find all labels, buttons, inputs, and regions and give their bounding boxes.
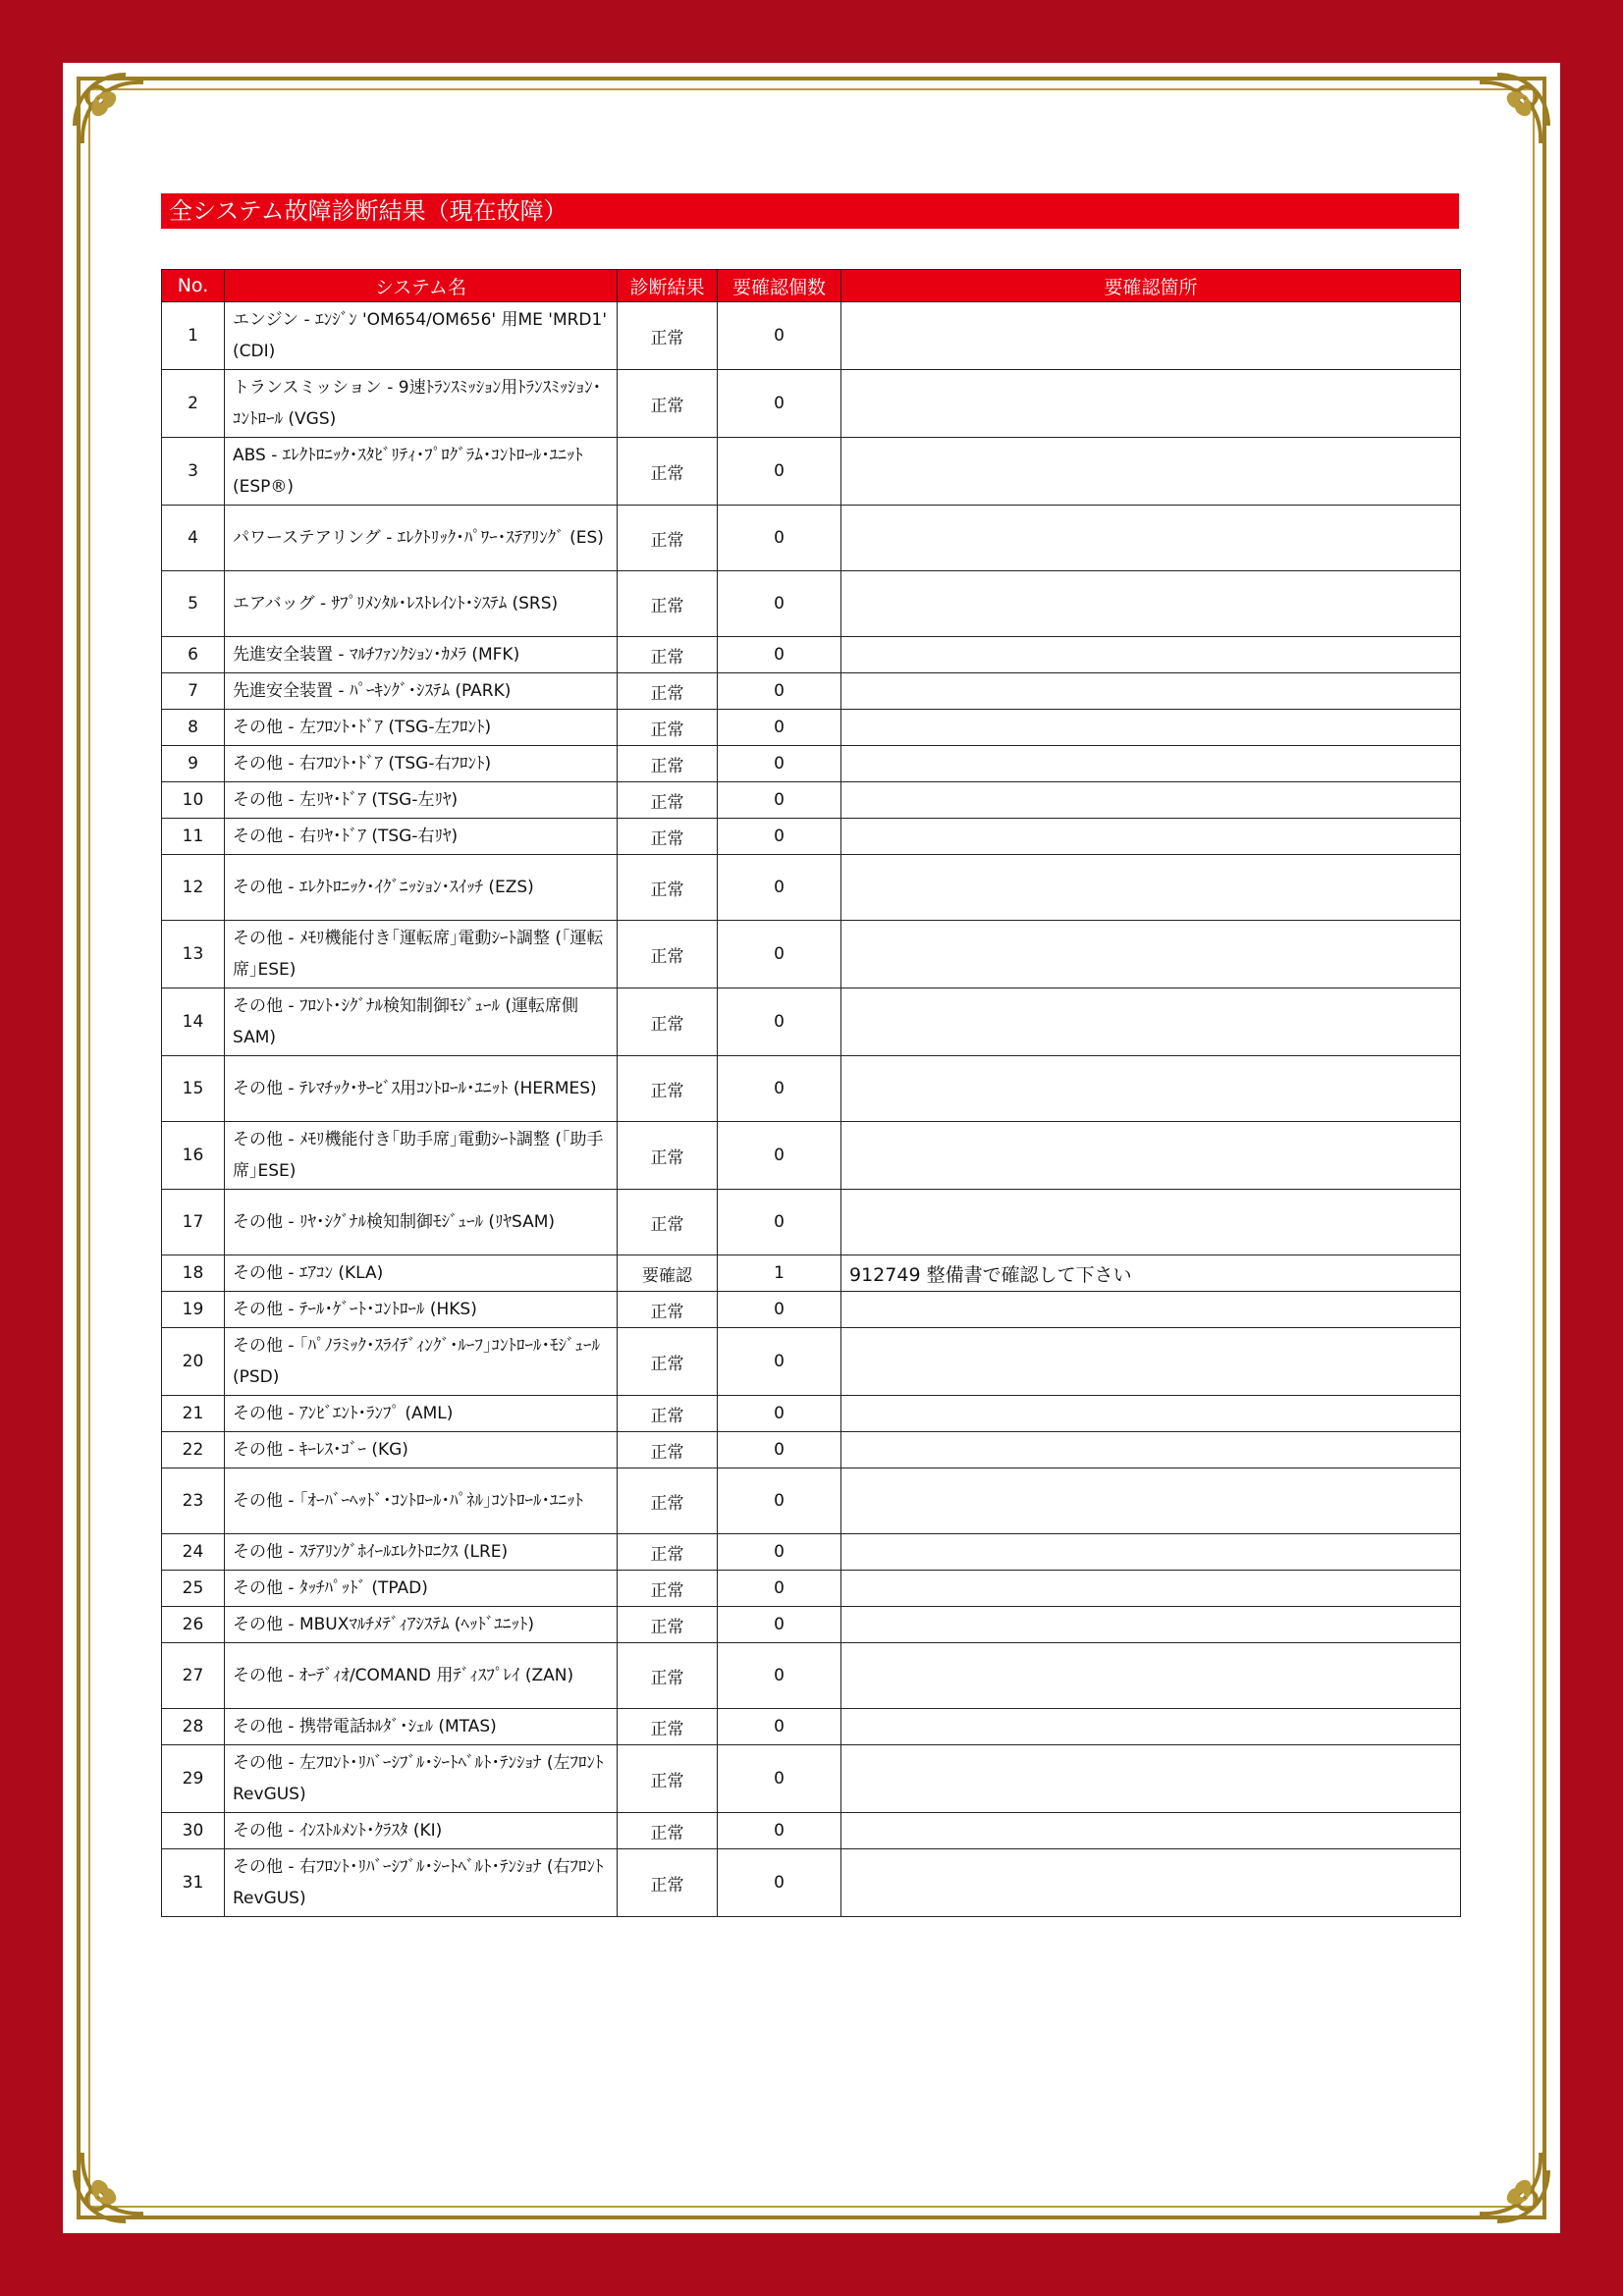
check-count: 0 — [718, 746, 841, 782]
row-number: 27 — [162, 1643, 225, 1709]
diagnosis-result: 正常 — [618, 571, 718, 637]
system-name: その他 - ｴｱｺﾝ (KLA) — [225, 1255, 618, 1292]
system-name: パワーステアリング - ｴﾚｸﾄﾘｯｸ･ﾊﾟﾜｰ･ｽﾃｱﾘﾝｸﾞ (ES) — [225, 506, 618, 571]
check-count: 0 — [718, 673, 841, 710]
table-row — [162, 1190, 1461, 1255]
diagnosis-result: 正常 — [618, 1643, 718, 1709]
table-row — [162, 1849, 1461, 1917]
check-location — [841, 1745, 1461, 1813]
check-count: 0 — [718, 819, 841, 855]
check-count: 0 — [718, 1056, 841, 1122]
table-row — [162, 1328, 1461, 1396]
check-count: 0 — [718, 370, 841, 438]
column-header-system-name: システム名 — [225, 270, 618, 302]
row-number: 2 — [162, 370, 225, 438]
check-count: 0 — [718, 1396, 841, 1432]
check-count: 0 — [718, 1849, 841, 1917]
check-count: 0 — [718, 1607, 841, 1643]
table-row — [162, 855, 1461, 921]
table-row — [162, 637, 1461, 673]
check-location — [841, 921, 1461, 988]
system-name: その他 - 右ﾌﾛﾝﾄ･ﾘﾊﾞｰｼﾌﾞﾙ･ｼｰﾄﾍﾞﾙﾄ･ﾃﾝｼｮﾅ (右ﾌﾛﾝﾄ RevGUS) — [225, 1849, 618, 1917]
diagnosis-result: 正常 — [618, 1534, 718, 1571]
system-name: トランスミッション - 9速ﾄﾗﾝｽﾐｯｼｮﾝ用ﾄﾗﾝｽﾐｯｼｮﾝ･ｺﾝﾄﾛｰﾙ (VGS) — [225, 370, 618, 438]
row-number: 7 — [162, 673, 225, 710]
check-location — [841, 782, 1461, 819]
diagnosis-result: 正常 — [618, 1468, 718, 1534]
diagnosis-result: 正常 — [618, 1328, 718, 1396]
table-row — [162, 921, 1461, 988]
system-name: その他 - 右ﾌﾛﾝﾄ･ﾄﾞｱ (TSG-右ﾌﾛﾝﾄ) — [225, 746, 618, 782]
row-number: 18 — [162, 1255, 225, 1292]
check-location: 912749 整備書で確認して下さい — [841, 1255, 1461, 1292]
check-location — [841, 1813, 1461, 1849]
check-count: 0 — [718, 438, 841, 506]
table-row — [162, 988, 1461, 1056]
diagnosis-result: 正常 — [618, 1745, 718, 1813]
check-location — [841, 571, 1461, 637]
check-location — [841, 1534, 1461, 1571]
table-row — [162, 782, 1461, 819]
diagnosis-result: 正常 — [618, 1813, 718, 1849]
diagnosis-result: 正常 — [618, 1190, 718, 1255]
table-row — [162, 571, 1461, 637]
diagnosis-result: 正常 — [618, 1709, 718, 1745]
check-count: 0 — [718, 1813, 841, 1849]
row-number: 14 — [162, 988, 225, 1056]
row-number: 1 — [162, 302, 225, 370]
check-location — [841, 1849, 1461, 1917]
check-location — [841, 746, 1461, 782]
row-number: 3 — [162, 438, 225, 506]
diagnosis-result: 正常 — [618, 438, 718, 506]
row-number: 6 — [162, 637, 225, 673]
row-number: 13 — [162, 921, 225, 988]
table-row — [162, 1813, 1461, 1849]
system-name: その他 - ｵｰﾃﾞｨｵ/COMAND 用ﾃﾞｨｽﾌﾟﾚｲ (ZAN) — [225, 1643, 618, 1709]
report-sheet — [63, 63, 1560, 2233]
system-name: その他 - ｴﾚｸﾄﾛﾆｯｸ･ｲｸﾞﾆｯｼｮﾝ･ｽｲｯﾁ (EZS) — [225, 855, 618, 921]
column-header-no: No. — [162, 270, 225, 302]
system-name: その他 - 右ﾘﾔ･ﾄﾞｱ (TSG-右ﾘﾔ) — [225, 819, 618, 855]
table-row — [162, 370, 1461, 438]
check-count: 0 — [718, 710, 841, 746]
system-name: その他 - ｷｰﾚｽ･ｺﾞｰ (KG) — [225, 1432, 618, 1468]
row-number: 15 — [162, 1056, 225, 1122]
diagnosis-result: 正常 — [618, 855, 718, 921]
corner-ornament-icon — [1468, 67, 1556, 155]
row-number: 20 — [162, 1328, 225, 1396]
table-row — [162, 438, 1461, 506]
check-count: 0 — [718, 855, 841, 921]
table-row — [162, 1745, 1461, 1813]
diagnosis-result: 正常 — [618, 1607, 718, 1643]
table-row — [162, 1607, 1461, 1643]
diagnosis-result: 正常 — [618, 1432, 718, 1468]
system-name: その他 - ﾀｯﾁﾊﾟｯﾄﾞ (TPAD) — [225, 1571, 618, 1607]
check-count: 0 — [718, 1432, 841, 1468]
check-count: 0 — [718, 1571, 841, 1607]
system-name: その他 - ｽﾃｱﾘﾝｸﾞﾎｲｰﾙｴﾚｸﾄﾛﾆｸｽ (LRE) — [225, 1534, 618, 1571]
check-count: 0 — [718, 571, 841, 637]
diagnosis-result: 正常 — [618, 710, 718, 746]
diagnosis-result: 正常 — [618, 1292, 718, 1328]
check-location — [841, 302, 1461, 370]
row-number: 12 — [162, 855, 225, 921]
check-location — [841, 1396, 1461, 1432]
table-header-row — [162, 270, 1461, 302]
system-name: エアバッグ - ｻﾌﾟﾘﾒﾝﾀﾙ･ﾚｽﾄﾚｲﾝﾄ･ｼｽﾃﾑ (SRS) — [225, 571, 618, 637]
system-name: その他 - 携帯電話ﾎﾙﾀﾞ･ｼｪﾙ (MTAS) — [225, 1709, 618, 1745]
check-location — [841, 370, 1461, 438]
system-name: その他 - ﾒﾓﾘ機能付き｢運転席｣電動ｼｰﾄ調整 (｢運転席｣ESE) — [225, 921, 618, 988]
system-name: その他 - ｢ｵｰﾊﾞｰﾍｯﾄﾞ･ｺﾝﾄﾛｰﾙ･ﾊﾟﾈﾙ｣ｺﾝﾄﾛｰﾙ･ﾕﾆｯﾄ — [225, 1468, 618, 1534]
row-number: 30 — [162, 1813, 225, 1849]
row-number: 29 — [162, 1745, 225, 1813]
check-location — [841, 1709, 1461, 1745]
diagnosis-table — [161, 269, 1461, 1917]
row-number: 8 — [162, 710, 225, 746]
row-number: 24 — [162, 1534, 225, 1571]
corner-ornament-icon — [67, 2141, 155, 2229]
check-count: 0 — [718, 637, 841, 673]
row-number: 26 — [162, 1607, 225, 1643]
check-location — [841, 710, 1461, 746]
table-row — [162, 1571, 1461, 1607]
table-row — [162, 506, 1461, 571]
diagnosis-result: 正常 — [618, 506, 718, 571]
check-count: 0 — [718, 921, 841, 988]
diagnosis-result: 正常 — [618, 921, 718, 988]
table-row — [162, 1396, 1461, 1432]
table-row — [162, 1292, 1461, 1328]
corner-ornament-icon — [67, 67, 155, 155]
check-count: 0 — [718, 1122, 841, 1190]
table-row — [162, 1432, 1461, 1468]
check-count: 0 — [718, 1709, 841, 1745]
corner-ornament-icon — [1468, 2141, 1556, 2229]
table-row — [162, 673, 1461, 710]
diagnosis-result: 正常 — [618, 1396, 718, 1432]
check-count: 0 — [718, 988, 841, 1056]
system-name: その他 - ﾃｰﾙ･ｹﾞｰﾄ･ｺﾝﾄﾛｰﾙ (HKS) — [225, 1292, 618, 1328]
row-number: 5 — [162, 571, 225, 637]
row-number: 21 — [162, 1396, 225, 1432]
diagnosis-result: 正常 — [618, 673, 718, 710]
check-location — [841, 1607, 1461, 1643]
system-name: その他 - ｱﾝﾋﾞｴﾝﾄ･ﾗﾝﾌﾟ (AML) — [225, 1396, 618, 1432]
system-name: その他 - MBUXﾏﾙﾁﾒﾃﾞｨｱｼｽﾃﾑ (ﾍｯﾄﾞﾕﾆｯﾄ) — [225, 1607, 618, 1643]
check-location — [841, 988, 1461, 1056]
row-number: 10 — [162, 782, 225, 819]
check-location — [841, 855, 1461, 921]
check-location — [841, 1468, 1461, 1534]
system-name: その他 - ﾒﾓﾘ機能付き｢助手席｣電動ｼｰﾄ調整 (｢助手席｣ESE) — [225, 1122, 618, 1190]
check-location — [841, 1328, 1461, 1396]
diagnosis-result: 正常 — [618, 988, 718, 1056]
diagnosis-result: 正常 — [618, 637, 718, 673]
check-count: 0 — [718, 506, 841, 571]
diagnosis-result: 要確認 — [618, 1255, 718, 1292]
table-row — [162, 1255, 1461, 1292]
system-name: その他 - ﾘﾔ･ｼｸﾞﾅﾙ検知制御ﾓｼﾞｭｰﾙ (ﾘﾔSAM) — [225, 1190, 618, 1255]
check-count: 0 — [718, 1292, 841, 1328]
system-name: その他 - ﾌﾛﾝﾄ･ｼｸﾞﾅﾙ検知制御ﾓｼﾞｭｰﾙ (運転席側SAM) — [225, 988, 618, 1056]
row-number: 31 — [162, 1849, 225, 1917]
row-number: 16 — [162, 1122, 225, 1190]
table-row — [162, 1643, 1461, 1709]
check-count: 0 — [718, 1468, 841, 1534]
diagnosis-result: 正常 — [618, 1056, 718, 1122]
row-number: 19 — [162, 1292, 225, 1328]
check-location — [841, 438, 1461, 506]
check-location — [841, 819, 1461, 855]
check-location — [841, 1056, 1461, 1122]
diagnosis-result: 正常 — [618, 1571, 718, 1607]
diagnosis-result: 正常 — [618, 819, 718, 855]
table-row — [162, 302, 1461, 370]
column-header-result: 診断結果 — [618, 270, 718, 302]
diagnosis-result: 正常 — [618, 370, 718, 438]
system-name: ABS - ｴﾚｸﾄﾛﾆｯｸ･ｽﾀﾋﾞﾘﾃｨ･ﾌﾟﾛｸﾞﾗﾑ･ｺﾝﾄﾛｰﾙ･ﾕﾆｯﾄ (ESP®) — [225, 438, 618, 506]
row-number: 22 — [162, 1432, 225, 1468]
diagnosis-result: 正常 — [618, 1122, 718, 1190]
row-number: 17 — [162, 1190, 225, 1255]
diagnosis-result: 正常 — [618, 746, 718, 782]
diagnosis-result: 正常 — [618, 302, 718, 370]
system-name: エンジン - ｴﾝｼﾞﾝ 'OM654/OM656' 用ME 'MRD1' (CDI) — [225, 302, 618, 370]
system-name: 先進安全装置 - ﾏﾙﾁﾌｧﾝｸｼｮﾝ･ｶﾒﾗ (MFK) — [225, 637, 618, 673]
row-number: 23 — [162, 1468, 225, 1534]
check-location — [841, 1190, 1461, 1255]
check-count: 0 — [718, 782, 841, 819]
table-row — [162, 819, 1461, 855]
row-number: 4 — [162, 506, 225, 571]
system-name: その他 - ﾃﾚﾏﾁｯｸ･ｻｰﾋﾞｽ用ｺﾝﾄﾛｰﾙ･ﾕﾆｯﾄ (HERMES) — [225, 1056, 618, 1122]
system-name: その他 - ｲﾝｽﾄﾙﾒﾝﾄ･ｸﾗｽﾀ (KI) — [225, 1813, 618, 1849]
table-row — [162, 1534, 1461, 1571]
check-location — [841, 1643, 1461, 1709]
table-row — [162, 1709, 1461, 1745]
check-count: 0 — [718, 1534, 841, 1571]
check-count: 0 — [718, 1190, 841, 1255]
column-header-count: 要確認個数 — [718, 270, 841, 302]
diagnosis-result: 正常 — [618, 1849, 718, 1917]
row-number: 11 — [162, 819, 225, 855]
check-location — [841, 1571, 1461, 1607]
system-name: その他 - 左ﾘﾔ･ﾄﾞｱ (TSG-左ﾘﾔ) — [225, 782, 618, 819]
system-name: 先進安全装置 - ﾊﾟｰｷﾝｸﾞ･ｼｽﾃﾑ (PARK) — [225, 673, 618, 710]
table-row — [162, 1468, 1461, 1534]
system-name: その他 - ｢ﾊﾟﾉﾗﾐｯｸ･ｽﾗｲﾃﾞｨﾝｸﾞ･ﾙｰﾌ｣ｺﾝﾄﾛｰﾙ･ﾓｼﾞｭｰﾙ (PSD) — [225, 1328, 618, 1396]
system-name: その他 - 左ﾌﾛﾝﾄ･ﾘﾊﾞｰｼﾌﾞﾙ･ｼｰﾄﾍﾞﾙﾄ･ﾃﾝｼｮﾅ (左ﾌﾛﾝﾄ RevGUS) — [225, 1745, 618, 1813]
check-count: 0 — [718, 1745, 841, 1813]
column-header-location: 要確認箇所 — [841, 270, 1461, 302]
check-count: 0 — [718, 1643, 841, 1709]
row-number: 28 — [162, 1709, 225, 1745]
check-count: 1 — [718, 1255, 841, 1292]
check-location — [841, 1432, 1461, 1468]
table-row — [162, 1122, 1461, 1190]
table-body — [162, 302, 1461, 1917]
row-number: 9 — [162, 746, 225, 782]
check-location — [841, 1292, 1461, 1328]
row-number: 25 — [162, 1571, 225, 1607]
diagnosis-result: 正常 — [618, 782, 718, 819]
check-count: 0 — [718, 1328, 841, 1396]
check-location — [841, 673, 1461, 710]
table-row — [162, 746, 1461, 782]
check-count: 0 — [718, 302, 841, 370]
page-title: 全システム故障診断結果（現在故障） — [161, 193, 1459, 229]
check-location — [841, 637, 1461, 673]
table-row — [162, 710, 1461, 746]
check-location — [841, 1122, 1461, 1190]
table-row — [162, 1056, 1461, 1122]
check-location — [841, 506, 1461, 571]
system-name: その他 - 左ﾌﾛﾝﾄ･ﾄﾞｱ (TSG-左ﾌﾛﾝﾄ) — [225, 710, 618, 746]
